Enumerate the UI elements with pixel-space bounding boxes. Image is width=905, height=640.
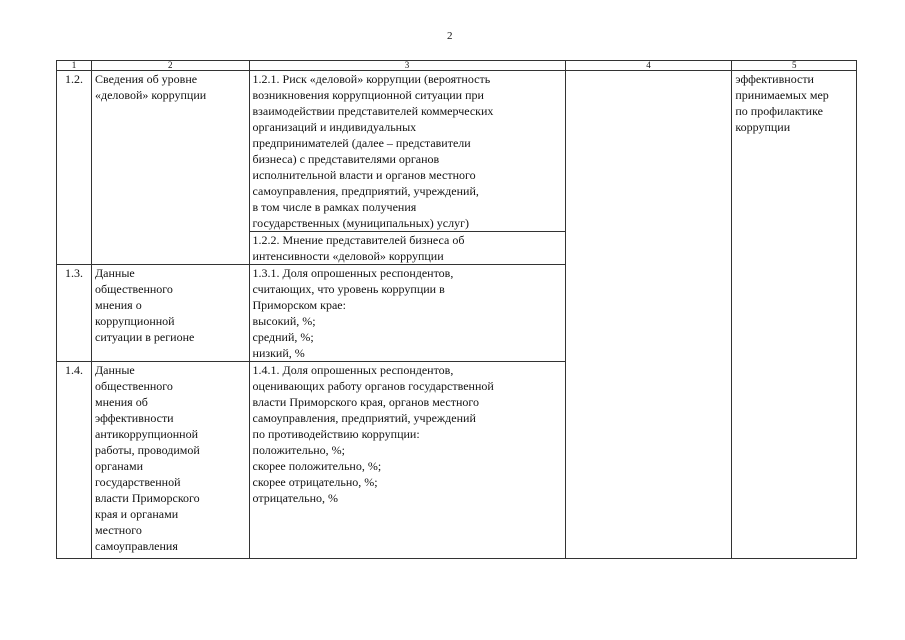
column-header: 3 xyxy=(249,61,565,71)
row-name: Сведения об уровне «деловой» коррупции xyxy=(92,71,250,265)
indicators-table xyxy=(56,60,857,559)
column-header: 5 xyxy=(732,61,857,71)
indicator-cell: 1.2.2. Мнение представителей бизнеса об интенсивности «деловой» коррупции xyxy=(249,232,565,265)
indicator-cell: 1.3.1. Доля опрошенных респондентов, считающих, что уровень коррупции в Приморском крае: высокий, %; средний, %; низкий, % xyxy=(249,265,565,362)
indicator-cell: 1.4.1. Доля опрошенных респондентов, оценивающих работу органов государственной власти Приморского края, органов местного самоуправления, предприятий, учреждений по противодействию коррупции: положительно, %; скорее положительно, %; скорее отрицательно, %; отрицательно, % xyxy=(249,362,565,559)
page-number: 2 xyxy=(447,30,453,42)
row-number: 1.2. xyxy=(57,71,92,265)
row-name: Данные общественного мнения об эффективности антикоррупционной работы, проводимой органами государственной власти Приморского края и органами местного самоуправления xyxy=(92,362,250,559)
row-number: 1.4. xyxy=(57,362,92,559)
column-4-cell xyxy=(565,71,732,559)
table-row xyxy=(57,71,857,232)
column-header: 1 xyxy=(57,61,92,71)
column-number-row xyxy=(57,61,857,71)
indicator-cell: 1.2.1. Риск «деловой» коррупции (вероятность возникновения коррупционной ситуации при взаимодействии представителей коммерческих организаций и индивидуальных предпринимателей (далее – представители бизнеса) с представителями органов исполнительной власти и органов местного самоуправления, предприятий, учреждений, в том числе в рамках получения государственных (муниципальных) услуг) xyxy=(249,71,565,232)
row-name: Данные общественного мнения о коррупционной ситуации в регионе xyxy=(92,265,250,362)
row-number: 1.3. xyxy=(57,265,92,362)
column-header: 2 xyxy=(92,61,250,71)
column-header: 4 xyxy=(565,61,732,71)
column-5-cell: эффективности принимаемых мер по профилактике коррупции xyxy=(732,71,857,559)
